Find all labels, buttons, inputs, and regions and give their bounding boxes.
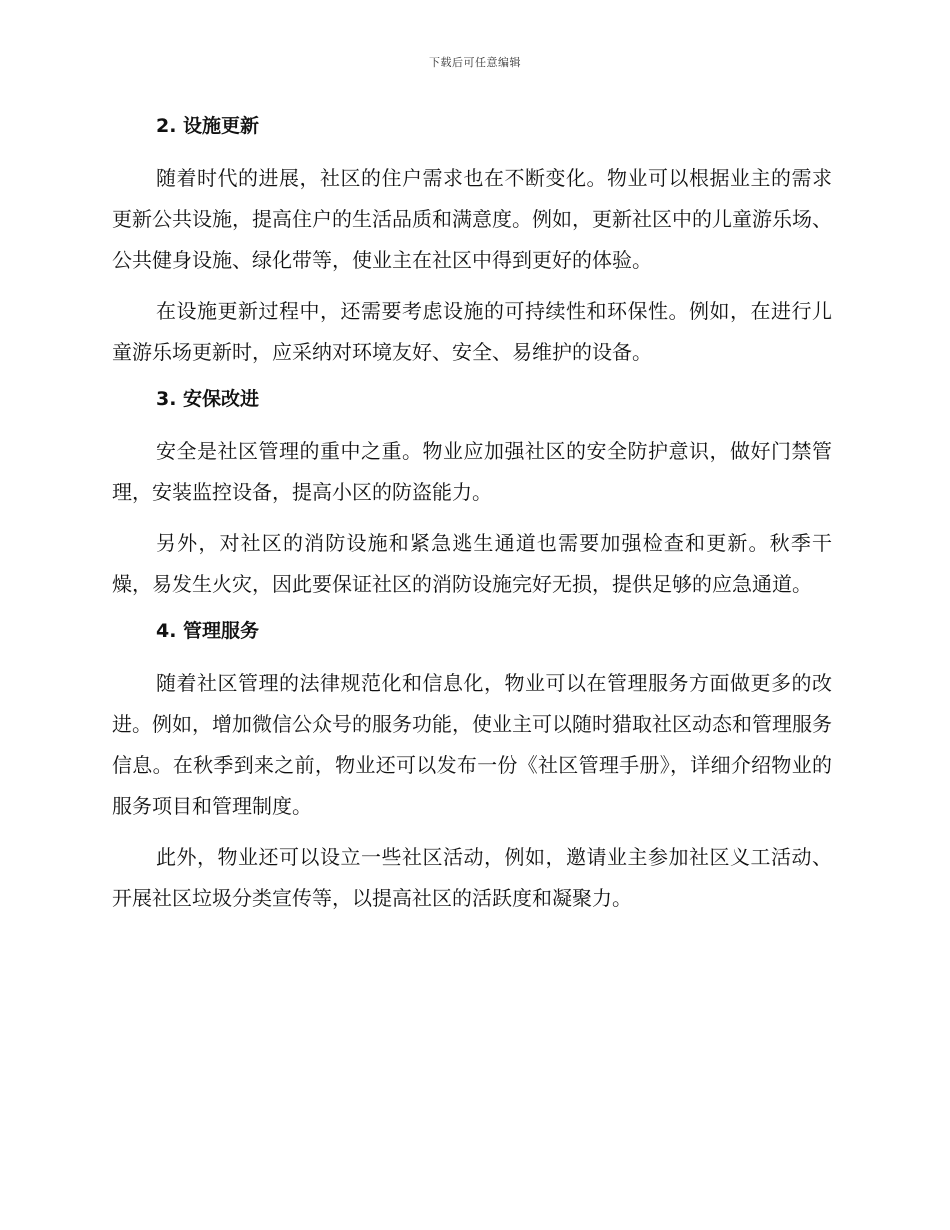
page-header: 下载后可任意编辑 (429, 56, 521, 69)
section-management-service (112, 615, 832, 919)
paragraph: 随着社区管理的法律规范化和信息化，物业可以在管理服务方面做更多的改进。例如，增加微信公众号的服务功能，使业主可以随时猎取社区动态和管理服务信息。在秋季到来之前，物业还可以发布一份《社区管理手册》，详细介绍物业的服务项目和管理制度。 (112, 671, 832, 818)
paragraph: 另外，对社区的消防设施和紧急逃生通道也需要加强检查和更新。秋季干燥，易发生火灾，因此要保证社区的消防设施完好无损，提供足够的应急通道。 (112, 531, 832, 596)
paragraph: 安全是社区管理的重中之重。物业应加强社区的安全防护意识，做好门禁管理，安装监控设备，提高小区的防盗能力。 (112, 439, 832, 504)
document-body (112, 110, 832, 929)
section-heading: 2. 设施更新 (156, 115, 260, 137)
paragraph: 此外，物业还可以设立一些社区活动，例如，邀请业主参加社区义工活动、开展社区垃圾分类宣传等，以提高社区的活跃度和凝聚力。 (112, 845, 832, 910)
section-facility-update (112, 110, 832, 373)
section-security-improvement (112, 383, 832, 605)
paragraph: 随着时代的进展，社区的住户需求也在不断变化。物业可以根据业主的需求更新公共设施，提高住户的生活品质和满意度。例如，更新社区中的儿童游乐场、公共健身设施、绿化带等，使业主在社区中得到更好的体验。 (112, 166, 832, 272)
paragraph: 在设施更新过程中，还需要考虑设施的可持续性和环保性。例如，在进行儿童游乐场更新时，应采纳对环境友好、安全、易维护的设备。 (112, 299, 832, 364)
section-heading: 3. 安保改进 (156, 388, 260, 410)
section-heading: 4. 管理服务 (156, 620, 260, 642)
